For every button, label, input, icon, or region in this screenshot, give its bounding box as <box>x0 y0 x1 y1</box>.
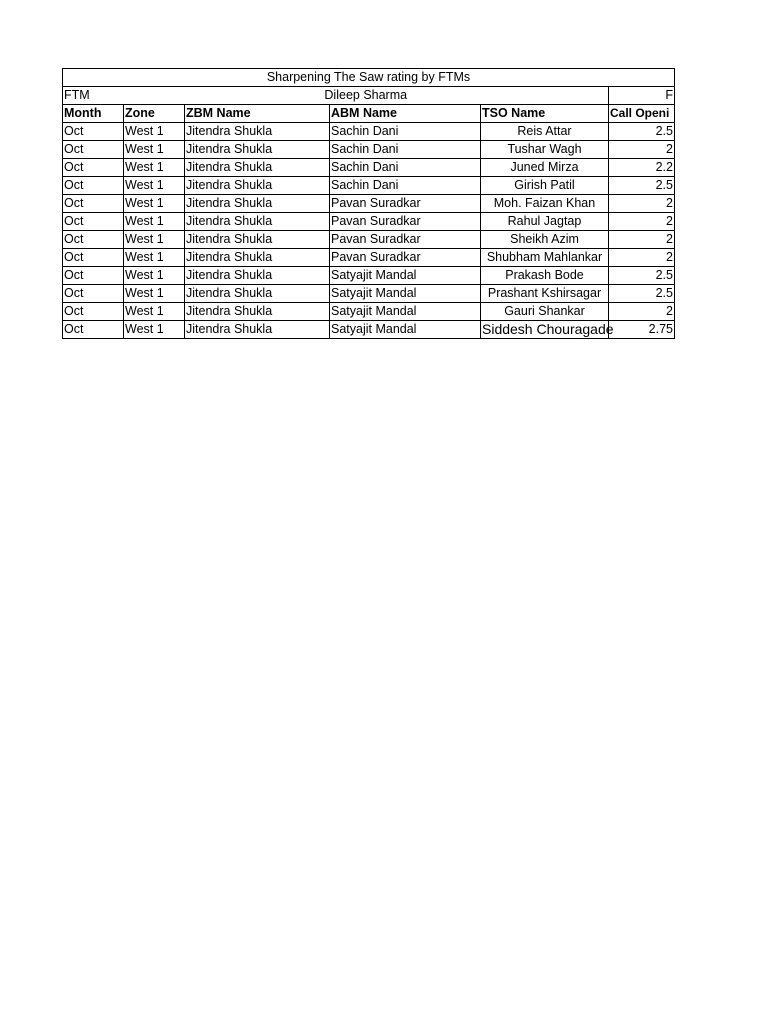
cell-zone: West 1 <box>124 159 185 177</box>
rating-table <box>62 68 675 339</box>
cell-abm-name: Satyajit Mandal <box>330 303 481 321</box>
cell-zone: West 1 <box>124 303 185 321</box>
cell-tso-name: Juned Mirza <box>481 159 609 177</box>
cell-tso-name: Prashant Kshirsagar <box>481 285 609 303</box>
cell-month: Oct <box>63 141 124 159</box>
cell-call-opening: 2.75 <box>609 321 675 339</box>
cell-zbm-name: Jitendra Shukla <box>185 213 330 231</box>
table-row <box>63 195 675 213</box>
cell-abm-name: Satyajit Mandal <box>330 285 481 303</box>
cell-abm-name: Sachin Dani <box>330 123 481 141</box>
table-row <box>63 303 675 321</box>
cell-zone: West 1 <box>124 231 185 249</box>
table-row <box>63 285 675 303</box>
cell-tso-name: Siddesh Chouragade <box>482 321 614 337</box>
cell-month: Oct <box>63 177 124 195</box>
ftm-cut-text: F <box>609 87 675 105</box>
ftm-row <box>63 87 675 105</box>
table-row <box>63 267 675 285</box>
cell-call-opening: 2 <box>609 141 675 159</box>
cell-zone: West 1 <box>124 321 185 339</box>
table-row <box>63 321 675 339</box>
ftm-name: Dileep Sharma <box>124 87 609 105</box>
header-tso: TSO Name <box>481 105 609 123</box>
cell-month: Oct <box>63 267 124 285</box>
sheet-title: Sharpening The Saw rating by FTMs <box>63 69 675 87</box>
header-row <box>63 105 675 123</box>
cell-call-opening: 2 <box>609 231 675 249</box>
cell-tso-name: Gauri Shankar <box>481 303 609 321</box>
table-body <box>63 69 675 339</box>
cell-month: Oct <box>63 303 124 321</box>
cell-call-opening: 2.5 <box>609 123 675 141</box>
cell-zone: West 1 <box>124 249 185 267</box>
table-row <box>63 177 675 195</box>
cell-zbm-name: Jitendra Shukla <box>185 285 330 303</box>
cell-zbm-name: Jitendra Shukla <box>185 267 330 285</box>
table-row <box>63 249 675 267</box>
header-zone: Zone <box>124 105 185 123</box>
table-row <box>63 231 675 249</box>
cell-abm-name: Pavan Suradkar <box>330 213 481 231</box>
cell-zone: West 1 <box>124 123 185 141</box>
table-row <box>63 213 675 231</box>
cell-month: Oct <box>63 285 124 303</box>
cell-tso-name: Prakash Bode <box>481 267 609 285</box>
cell-abm-name: Sachin Dani <box>330 159 481 177</box>
cell-zbm-name: Jitendra Shukla <box>185 123 330 141</box>
header-abm: ABM Name <box>330 105 481 123</box>
cell-zbm-name: Jitendra Shukla <box>185 141 330 159</box>
cell-month: Oct <box>63 249 124 267</box>
cell-zbm-name: Jitendra Shukla <box>185 195 330 213</box>
table-row <box>63 123 675 141</box>
cell-zbm-name: Jitendra Shukla <box>185 303 330 321</box>
cell-month: Oct <box>63 321 124 339</box>
cell-month: Oct <box>63 195 124 213</box>
cell-tso-name: Sheikh Azim <box>481 231 609 249</box>
spreadsheet <box>62 68 673 339</box>
cell-month: Oct <box>63 123 124 141</box>
cell-zone: West 1 <box>124 213 185 231</box>
cell-call-opening: 2.5 <box>609 285 675 303</box>
cell-tso-name: Shubham Mahlankar <box>481 249 609 267</box>
cell-call-opening: 2.5 <box>609 177 675 195</box>
cell-tso-name: Tushar Wagh <box>481 141 609 159</box>
cell-zone: West 1 <box>124 195 185 213</box>
cell-abm-name: Satyajit Mandal <box>330 321 481 339</box>
cell-zbm-name: Jitendra Shukla <box>185 177 330 195</box>
header-month: Month <box>63 105 124 123</box>
cell-zone: West 1 <box>124 285 185 303</box>
ftm-label: FTM <box>63 87 124 105</box>
cell-zone: West 1 <box>124 177 185 195</box>
cell-abm-name: Pavan Suradkar <box>330 249 481 267</box>
cell-abm-name: Pavan Suradkar <box>330 231 481 249</box>
cell-call-opening: 2 <box>609 213 675 231</box>
cell-abm-name: Sachin Dani <box>330 141 481 159</box>
cell-zbm-name: Jitendra Shukla <box>185 321 330 339</box>
cell-month: Oct <box>63 213 124 231</box>
cell-call-opening: 2.5 <box>609 267 675 285</box>
table-row <box>63 141 675 159</box>
cell-call-opening: 2 <box>609 195 675 213</box>
cell-abm-name: Sachin Dani <box>330 177 481 195</box>
cell-month: Oct <box>63 159 124 177</box>
cell-zone: West 1 <box>124 267 185 285</box>
table-row <box>63 159 675 177</box>
cell-zbm-name: Jitendra Shukla <box>185 159 330 177</box>
cell-tso-name: Reis Attar <box>481 123 609 141</box>
cell-call-opening: 2 <box>609 303 675 321</box>
title-row <box>63 69 675 87</box>
cell-zbm-name: Jitendra Shukla <box>185 231 330 249</box>
header-zbm: ZBM Name <box>185 105 330 123</box>
cell-zone: West 1 <box>124 141 185 159</box>
cell-zbm-name: Jitendra Shukla <box>185 249 330 267</box>
cell-call-opening: 2.2 <box>609 159 675 177</box>
cell-abm-name: Pavan Suradkar <box>330 195 481 213</box>
cell-tso-name: Moh. Faizan Khan <box>481 195 609 213</box>
cell-abm-name: Satyajit Mandal <box>330 267 481 285</box>
cell-tso-name: Rahul Jagtap <box>481 213 609 231</box>
cell-call-opening: 2 <box>609 249 675 267</box>
header-call-opening: Call Openi <box>609 105 675 123</box>
cell-tso-name: Girish Patil <box>481 177 609 195</box>
cell-month: Oct <box>63 231 124 249</box>
